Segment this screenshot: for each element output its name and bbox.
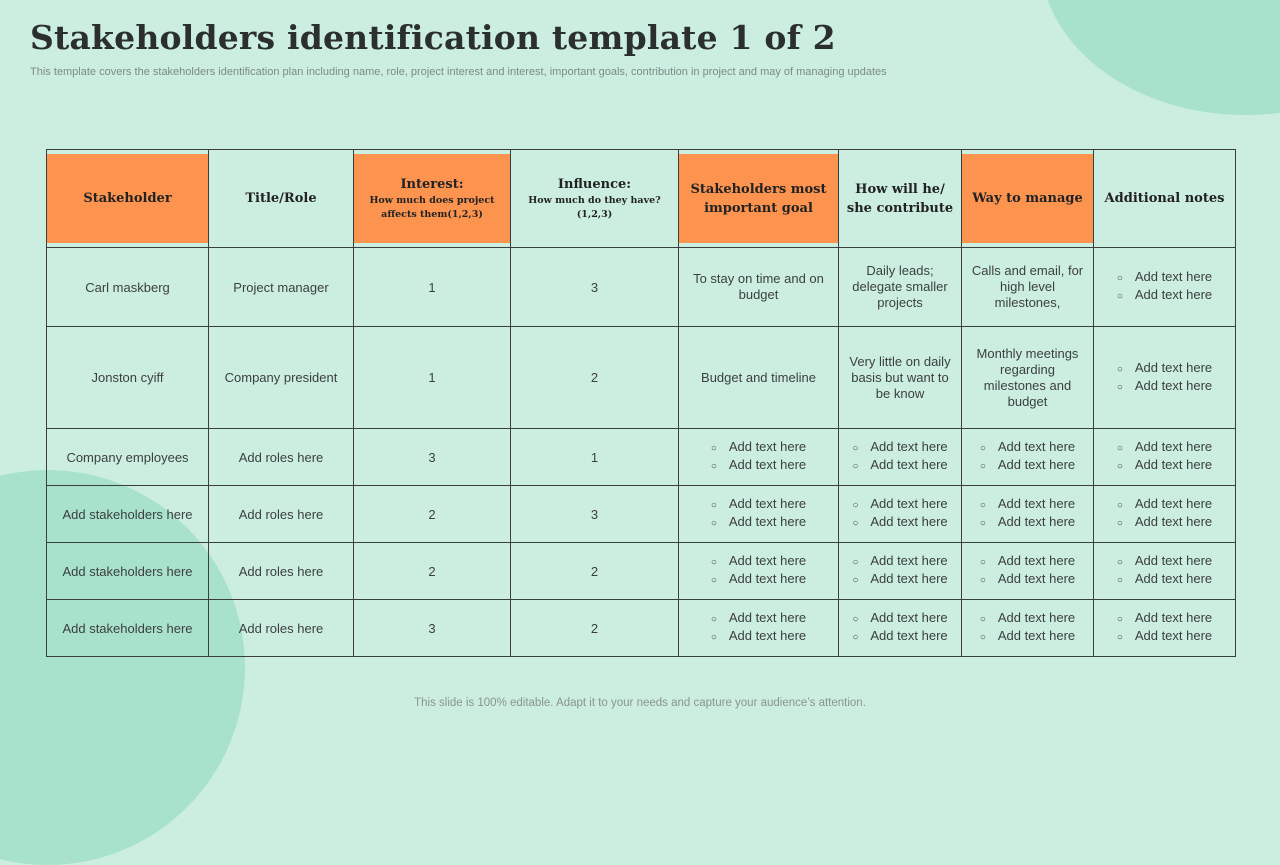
cell-stakeholder: Add stakeholders here xyxy=(47,600,209,657)
cell-interest: 1 xyxy=(354,327,511,429)
cell-manage: Monthly meetings regarding milestones and budget xyxy=(962,327,1094,429)
cell-role: Add roles here xyxy=(209,600,354,657)
cell-contribute xyxy=(839,600,962,657)
bullet-item: ○ Add text here xyxy=(852,628,947,646)
bullet-item: ○ Add text here xyxy=(980,514,1075,532)
header-stakeholder: Stakeholder xyxy=(47,150,209,248)
bullet-icon: ○ xyxy=(1116,461,1123,472)
bullet-icon: ○ xyxy=(710,500,717,511)
bullet-item: ○ Add text here xyxy=(1117,514,1212,532)
table-row xyxy=(47,429,1236,486)
bullet-item: ○ Add text here xyxy=(852,553,947,571)
header-goal: Stakeholders most important goal xyxy=(679,150,839,248)
bullet-icon: ○ xyxy=(1116,381,1123,393)
cell-notes xyxy=(1094,486,1236,543)
bullet-icon: ○ xyxy=(1116,500,1123,511)
cell-influence: 2 xyxy=(511,543,679,600)
bullet-item: ○ Add text here xyxy=(1117,269,1212,287)
table-row xyxy=(47,248,1236,327)
cell-contribute xyxy=(839,486,962,543)
bullet-icon: ○ xyxy=(852,575,859,586)
bullet-icon: ○ xyxy=(710,518,717,529)
bullet-icon: ○ xyxy=(1116,443,1123,454)
cell-influence: 2 xyxy=(511,600,679,657)
cell-goal xyxy=(679,486,839,543)
bullet-icon: ○ xyxy=(1116,518,1123,529)
bullet-icon: ○ xyxy=(1116,632,1123,643)
cell-interest: 1 xyxy=(354,248,511,327)
bullet-icon: ○ xyxy=(710,632,717,643)
header-title-role: Title/Role xyxy=(209,150,354,248)
bullet-item: ○ Add text here xyxy=(711,496,806,514)
bullet-item: ○ Add text here xyxy=(1117,553,1212,571)
bullet-item: ○ Add text here xyxy=(711,610,806,628)
cell-contribute: Daily leads; delegate smaller projects xyxy=(839,248,962,327)
bullet-item: ○ Add text here xyxy=(852,496,947,514)
bullet-icon: ○ xyxy=(1116,614,1123,625)
cell-manage xyxy=(962,429,1094,486)
bullet-icon: ○ xyxy=(979,575,986,586)
cell-influence: 2 xyxy=(511,327,679,429)
bullet-item: ○ Add text here xyxy=(1117,496,1212,514)
header-influence: Influence: How much do they have? (1,2,3) xyxy=(511,150,679,248)
bullet-icon: ○ xyxy=(979,632,986,643)
bullet-item: ○ Add text here xyxy=(852,457,947,475)
bullet-icon: ○ xyxy=(852,632,859,643)
bullet-item: ○ Add text here xyxy=(980,553,1075,571)
cell-influence: 3 xyxy=(511,248,679,327)
stakeholders-table xyxy=(46,149,1236,657)
cell-interest: 3 xyxy=(354,600,511,657)
bullet-icon: ○ xyxy=(852,557,859,568)
bullet-icon: ○ xyxy=(852,443,859,454)
bullet-icon: ○ xyxy=(979,614,986,625)
bullet-item: ○ Add text here xyxy=(980,610,1075,628)
bullet-item: ○ Add text here xyxy=(1117,610,1212,628)
bullet-item: ○ Add text here xyxy=(980,628,1075,646)
decorative-circle-top-right xyxy=(1040,0,1280,115)
cell-manage xyxy=(962,600,1094,657)
cell-notes xyxy=(1094,543,1236,600)
bullet-item: ○ Add text here xyxy=(852,571,947,589)
bullet-icon: ○ xyxy=(979,500,986,511)
cell-role: Add roles here xyxy=(209,543,354,600)
bullet-item: ○ Add text here xyxy=(711,628,806,646)
cell-manage: Calls and email, for high level milestones, xyxy=(962,248,1094,327)
bullet-item: ○ Add text here xyxy=(852,439,947,457)
bullet-item: ○ Add text here xyxy=(1117,378,1212,396)
bullet-item: ○ Add text here xyxy=(852,610,947,628)
cell-notes xyxy=(1094,600,1236,657)
bullet-icon: ○ xyxy=(1116,273,1123,284)
table-row xyxy=(47,600,1236,657)
bullet-icon: ○ xyxy=(852,614,859,625)
bullet-item: ○ Add text here xyxy=(1117,439,1212,457)
bullet-icon: ○ xyxy=(979,461,986,472)
bullet-item: ○ Add text here xyxy=(711,514,806,532)
bullet-icon: ○ xyxy=(1116,575,1123,586)
table-header-row xyxy=(47,150,1236,248)
cell-role: Project manager xyxy=(209,248,354,327)
header-interest: Interest: How much does project affects them(1,2,3) xyxy=(354,150,511,248)
footer-note: This slide is 100% editable. Adapt it to your needs and capture your audience’s attention. xyxy=(414,697,866,709)
table-row xyxy=(47,543,1236,600)
cell-stakeholder: Add stakeholders here xyxy=(47,543,209,600)
bullet-item: ○ Add text here xyxy=(1117,457,1212,475)
bullet-item: ○ Add text here xyxy=(711,457,806,475)
cell-goal: Budget and timeline xyxy=(679,327,839,429)
bullet-item: ○ Add text here xyxy=(711,571,806,589)
bullet-icon: ○ xyxy=(852,500,859,511)
page-subtitle: This template covers the stakeholders identification plan including name, role, project interest and interest, important goals, contribution in project and may of managing updates xyxy=(30,66,887,78)
bullet-item: ○ Add text here xyxy=(1117,360,1212,378)
cell-goal: To stay on time and on budget xyxy=(679,248,839,327)
cell-influence: 3 xyxy=(511,486,679,543)
bullet-item: ○ Add text here xyxy=(1117,571,1212,589)
bullet-icon: ○ xyxy=(710,443,717,454)
bullet-icon: ○ xyxy=(1116,291,1123,302)
cell-role: Add roles here xyxy=(209,429,354,486)
bullet-icon: ○ xyxy=(710,575,717,586)
cell-stakeholder: Jonston cyiff xyxy=(47,327,209,429)
cell-interest: 3 xyxy=(354,429,511,486)
bullet-icon: ○ xyxy=(710,461,717,472)
page-title: Stakeholders identification template 1 of 2 xyxy=(30,18,836,57)
table-row xyxy=(47,486,1236,543)
header-contribute: How will he/ she contribute xyxy=(839,150,962,248)
bullet-item: ○ Add text here xyxy=(1117,628,1212,646)
cell-stakeholder: Add stakeholders here xyxy=(47,486,209,543)
header-additional-notes: Additional notes xyxy=(1094,150,1236,248)
cell-stakeholder: Carl maskberg xyxy=(47,248,209,327)
bullet-icon: ○ xyxy=(852,518,859,529)
bullet-icon: ○ xyxy=(710,614,717,625)
bullet-item: ○ Add text here xyxy=(980,496,1075,514)
cell-role: Company president xyxy=(209,327,354,429)
cell-goal xyxy=(679,429,839,486)
bullet-item: ○ Add text here xyxy=(980,439,1075,457)
cell-stakeholder: Company employees xyxy=(47,429,209,486)
bullet-icon: ○ xyxy=(710,557,717,568)
bullet-item: ○ Add text here xyxy=(980,457,1075,475)
cell-influence: 1 xyxy=(511,429,679,486)
cell-interest: 2 xyxy=(354,486,511,543)
cell-notes xyxy=(1094,327,1236,429)
bullet-item: ○ Add text here xyxy=(1117,287,1212,305)
cell-contribute xyxy=(839,543,962,600)
cell-goal xyxy=(679,543,839,600)
cell-role: Add roles here xyxy=(209,486,354,543)
bullet-icon: ○ xyxy=(979,443,986,454)
table-row xyxy=(47,327,1236,429)
bullet-item: ○ Add text here xyxy=(852,514,947,532)
bullet-item: ○ Add text here xyxy=(711,553,806,571)
cell-manage xyxy=(962,486,1094,543)
cell-contribute: Very little on daily basis but want to be know xyxy=(839,327,962,429)
bullet-icon: ○ xyxy=(979,557,986,568)
cell-interest: 2 xyxy=(354,543,511,600)
bullet-item: ○ Add text here xyxy=(711,439,806,457)
bullet-icon: ○ xyxy=(1116,363,1123,375)
cell-notes xyxy=(1094,429,1236,486)
bullet-item: ○ Add text here xyxy=(980,571,1075,589)
bullet-icon: ○ xyxy=(1116,557,1123,568)
cell-goal xyxy=(679,600,839,657)
cell-manage xyxy=(962,543,1094,600)
bullet-icon: ○ xyxy=(979,518,986,529)
bullet-icon: ○ xyxy=(852,461,859,472)
cell-notes xyxy=(1094,248,1236,327)
cell-contribute xyxy=(839,429,962,486)
header-way-to-manage: Way to manage xyxy=(962,150,1094,248)
